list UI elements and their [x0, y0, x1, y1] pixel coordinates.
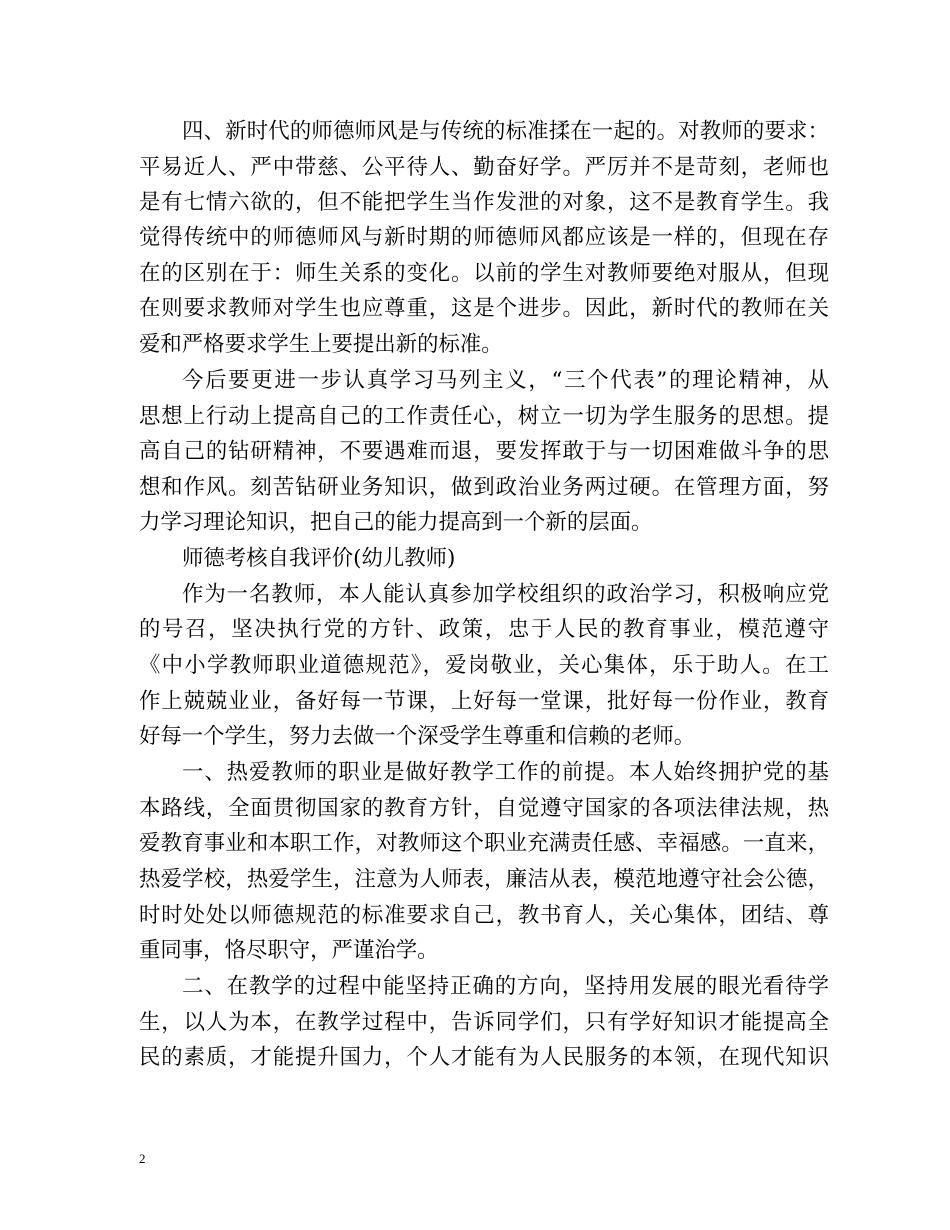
- section-heading: 师德考核自我评价(幼儿教师): [182, 546, 456, 571]
- paragraph-line: 平易近人、严中带慈、公平待人、勤奋好学。严厉并不是苛刻，老师也: [139, 155, 829, 180]
- paragraph-line: 觉得传统中的师德师风与新时期的师德师风都应该是一样的，但现在存: [139, 225, 829, 250]
- paragraph-line: 好每一个学生，努力去做一个深受学生尊重和信赖的老师。: [139, 724, 696, 749]
- paragraph-line: 生，以人为本，在教学过程中，告诉同学们，只有学好知识才能提高全: [139, 1010, 829, 1035]
- paragraph-line: 在则要求教师对学生也应尊重，这是个进步。因此，新时代的教师在关: [139, 296, 829, 321]
- paragraph-line: 《中小学教师职业道德规范》，爱岗敬业，关心集体，乐于助人。在工: [139, 653, 829, 678]
- paragraph-line: 爱教育事业和本职工作，对教师这个职业充满责任感、幸福感。一直来，: [139, 831, 829, 856]
- paragraph-line: 高自己的钻研精神，不要遇难而退，要发挥敢于与一切困难做斗争的思: [139, 439, 829, 464]
- paragraph-line: 是有七情六欲的，但不能把学生当作发泄的对象，这不是教育学生。我: [139, 190, 829, 215]
- paragraph-line: 本路线，全面贯彻国家的教育方针，自觉遵守国家的各项法律法规，热: [139, 796, 829, 821]
- paragraph-line: 重同事，恪尽职守，严谨治学。: [139, 938, 439, 963]
- paragraph-line: 想和作风。刻苦钻研业务知识，做到政治业务两过硬。在管理方面，努: [139, 475, 829, 500]
- paragraph-line: 四、新时代的师德师风是与传统的标准揉在一起的。对教师的要求：: [182, 119, 829, 144]
- paragraph-line: 作上兢兢业业，备好每一节课，上好每一堂课，批好每一份作业，教育: [139, 689, 829, 714]
- paragraph-line: 时时处处以师德规范的标准要求自己，教书育人，关心集体，团结、尊: [139, 903, 829, 928]
- paragraph-line: 作为一名教师，本人能认真参加学校组织的政治学习，积极响应党: [182, 582, 829, 607]
- page-number: 2: [139, 1151, 146, 1166]
- paragraph-line: 思想上行动上提高自己的工作责任心，树立一切为学生服务的思想。提: [139, 404, 829, 429]
- paragraph-line: 在的区别在于：师生关系的变化。以前的学生对教师要绝对服从，但现: [139, 261, 829, 286]
- paragraph-line: 民的素质，才能提升国力，个人才能有为人民服务的本领，在现代知识: [139, 1045, 829, 1070]
- paragraph-line: 的号召，坚决执行党的方针、政策，忠于人民的教育事业，模范遵守: [139, 617, 829, 642]
- paragraph-line: 二、在教学的过程中能坚持正确的方向，坚持用发展的眼光看待学: [182, 974, 829, 999]
- paragraph-line: 今后要更进一步认真学习马列主义，“三个代表”的理论精神，从: [182, 368, 829, 393]
- paragraph-line: 一、热爱教师的职业是做好教学工作的前提。本人始终拥护党的基: [182, 760, 829, 785]
- paragraph-line: 热爱学校，热爱学生，注意为人师表，廉洁从表，模范地遵守社会公德，: [139, 867, 829, 892]
- paragraph-line: 力学习理论知识，把自己的能力提高到一个新的层面。: [139, 510, 653, 535]
- paragraph-line: 爱和严格要求学生上要提出新的标准。: [139, 332, 503, 357]
